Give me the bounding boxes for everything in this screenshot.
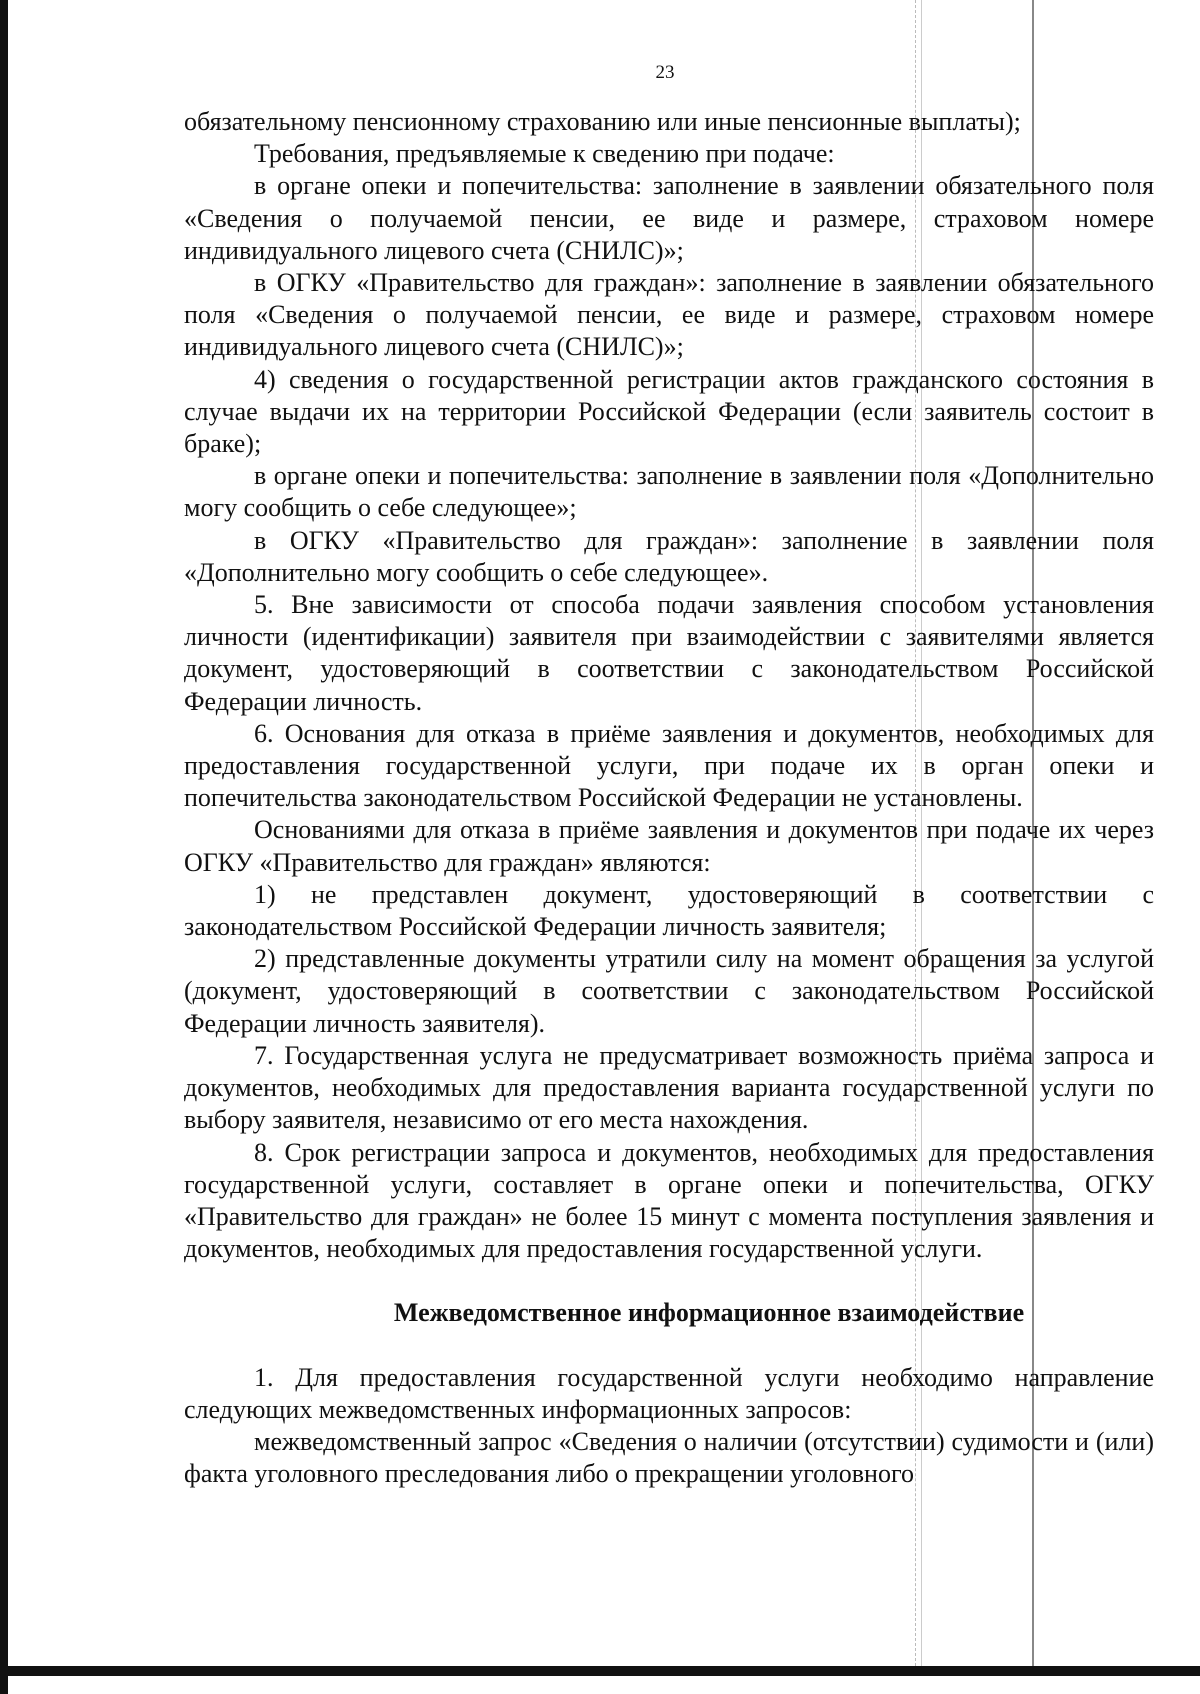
- paragraph: 7. Государственная услуга не предусматривает возможность приёма запроса и документов, необходимых для предоставления варианта государственной услуги по выбору заявителя, независимо от его места нахождения.: [184, 1040, 1154, 1135]
- paragraph: в органе опеки и попечительства: заполнение в заявлении обязательного поля «Сведения о получаемой пенсии, ее виде и размере, страховом номере индивидуального лицевого счета (СНИЛС)»;: [184, 171, 1154, 265]
- paragraph: 6. Основания для отказа в приёме заявления и документов, необходимых для предоставления государственной услуги, при подаче их в орган опеки и попечительства законодательством Российской Федерации не установлены.: [184, 718, 1154, 813]
- paragraph: обязательному пенсионному страхованию или иные пенсионные выплаты);: [184, 107, 1021, 136]
- scan-border-bottom: [0, 1666, 1200, 1676]
- paragraph: Основаниями для отказа в приёме заявления и документов при подаче их через ОГКУ «Правительство для граждан» являются:: [184, 815, 1154, 877]
- paragraph: 1) не представлен документ, удостоверяющий в соответствии с законодательством Российской Федерации личность заявителя;: [184, 879, 1154, 942]
- paragraph: 5. Вне зависимости от способа подачи заявления способом установления личности (идентификации) заявителя при взаимодействии с заявителями является документ, удостоверяющий в соответствии с законодательством Российской Федерации личность.: [184, 590, 1154, 716]
- paragraph: в ОГКУ «Правительство для граждан»: заполнение в заявлении обязательного поля «Сведения о получаемой пенсии, ее виде и размере, страховом номере индивидуального лицевого счета (СНИЛС)»;: [184, 268, 1154, 362]
- paragraph: Требования, предъявляемые к сведению при подаче:: [254, 139, 835, 169]
- paragraph: 4) сведения о государственной регистрации актов гражданского состояния в случае выдачи их на территории Российской Федерации (если заявитель состоит в браке);: [184, 364, 1154, 459]
- section-heading: Межведомственное информационное взаимодействие: [393, 1298, 1025, 1328]
- document-body: [184, 106, 1154, 1490]
- page-number: 23: [655, 62, 675, 83]
- scan-border-left: [0, 0, 8, 1694]
- paragraph: 1. Для предоставления государственной услуги необходимо направление следующих межведомственных информационных запросов:: [184, 1362, 1154, 1424]
- paragraph: в ОГКУ «Правительство для граждан»: заполнение в заявлении поля «Дополнительно могу сообщить о себе следующее».: [184, 525, 1154, 587]
- paragraph: межведомственный запрос «Сведения о наличии (отсутствии) судимости и (или) факта уголовного преследования либо о прекращении уголовного: [184, 1426, 1154, 1489]
- paragraph: в органе опеки и попечительства: заполнение в заявлении поля «Дополнительно могу сообщить о себе следующее»;: [184, 461, 1154, 523]
- paragraph: 8. Срок регистрации запроса и документов, необходимых для предоставления государственной услуги, составляет в органе опеки и попечительства, ОГКУ «Правительство для граждан» не более 15 минут с момента поступления заявления и документов, необходимых для предоставления государственной услуги.: [184, 1137, 1154, 1264]
- paragraph: 2) представленные документы утратили силу на момент обращения за услугой (документ, удостоверяющий в соответствии с законодательством Российской Федерации личность заявителя).: [184, 944, 1154, 1038]
